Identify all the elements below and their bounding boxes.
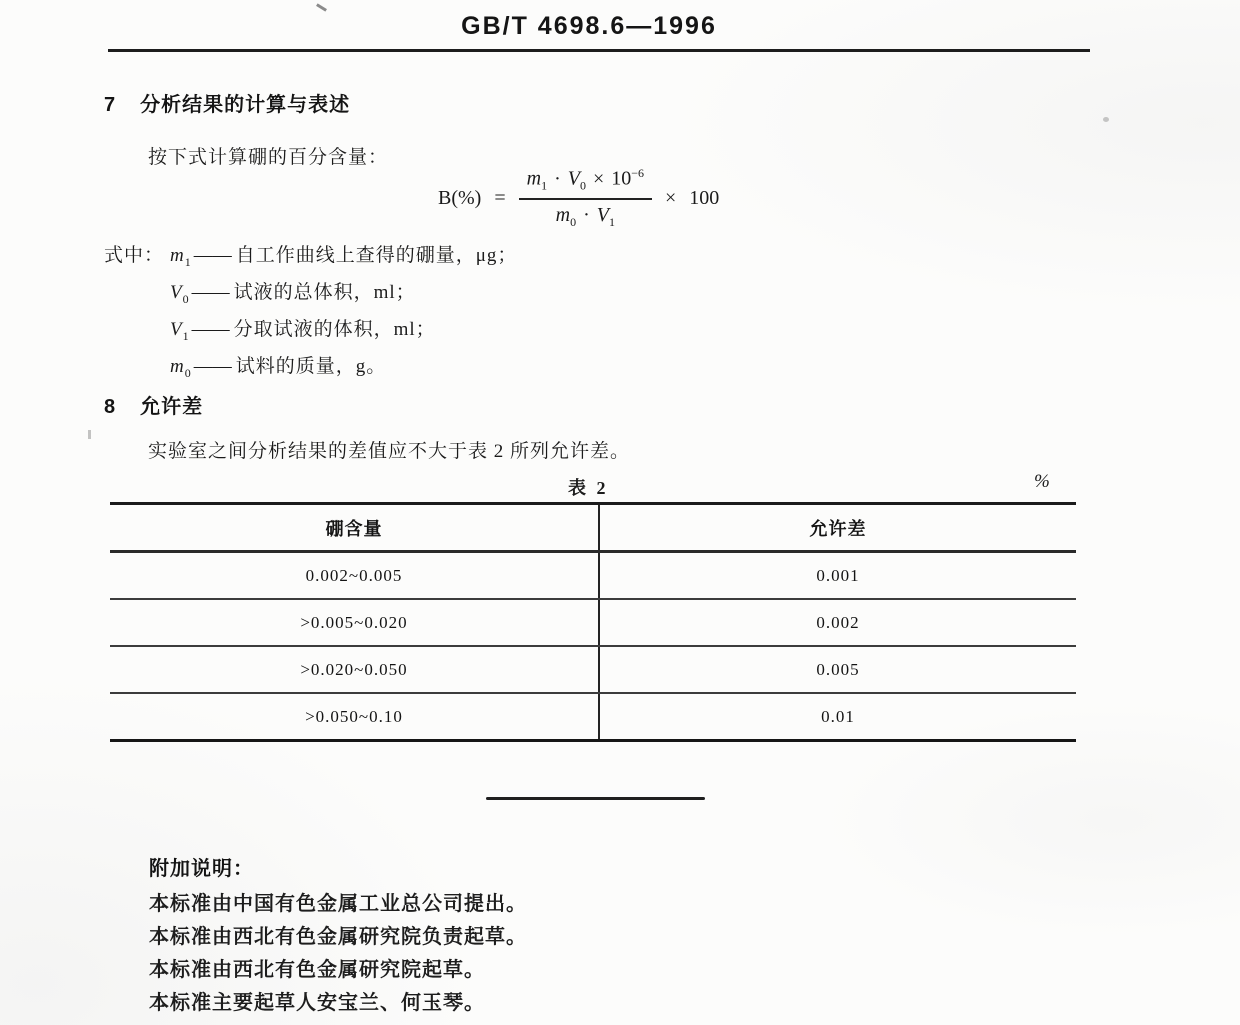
table-unit-percent: % [1034,471,1050,492]
definition-dash: —— [191,282,230,303]
definition-text-m0: 试料的质量，g。 [235,356,387,377]
table-header-row [110,505,1076,553]
definition-dash: —— [191,319,230,340]
denominator-dot: · [583,203,590,226]
numerator-exponent: −6 [631,166,645,181]
definitions-prefix: 式中： [104,245,165,266]
note-chief-drafters: 本标准主要起草人安宝兰、何玉琴。 [149,992,485,1014]
cell-tolerance: 0.002 [816,612,860,632]
definition-dash: —— [193,245,232,266]
table-row [110,600,1076,647]
scan-speck [316,3,327,11]
definition-line-v1 [170,314,436,344]
numerator-m: m [526,167,542,190]
symbol-m1-subscript: 1 [184,254,192,269]
formula-lhs: B(%) [438,186,482,209]
formula-equals: = [494,186,506,209]
symbol-m0: m [170,356,185,377]
note-drafting-responsibility: 本标准由西北有色金属研究院负责起草。 [149,926,527,948]
symbol-m0-subscript: 0 [184,365,192,380]
note-drafted-by: 本标准由西北有色金属研究院起草。 [149,959,485,981]
cell-boron-range: 0.002~0.005 [110,553,600,598]
cell-tolerance: 0.001 [816,565,860,585]
section-7-heading [104,88,350,117]
symbol-m1: m [170,245,185,266]
cell-boron-range: >0.050~0.10 [110,694,600,739]
symbol-v1-subscript: 1 [182,328,190,343]
table-row [110,694,1076,739]
column-header-boron-content: 硼含量 [110,505,600,550]
section-8-title: 允许差 [140,396,204,418]
symbol-v0-subscript: 0 [182,291,190,306]
numerator-m-subscript: 1 [541,178,548,193]
cell-boron-range: >0.020~0.050 [110,647,600,692]
table-caption: 表 2 [568,478,609,498]
scan-speck [1103,117,1109,122]
definition-dash: —— [193,356,232,377]
definition-line-m0 [170,351,386,381]
formula-hundred: 100 [689,186,720,209]
notes-title: 附加说明： [149,858,254,880]
numerator-times: × [592,167,605,190]
definition-text-v0: 试液的总体积，ml； [233,282,416,303]
definition-line-m1 [104,240,517,270]
numerator-v: V [567,167,580,190]
fraction-denominator [556,200,615,230]
cell-tolerance: 0.01 [821,706,855,726]
section-7-number: 7 [104,94,117,116]
numerator-dot: · [554,167,561,190]
document-number: GB/T 4698.6—1996 [461,12,717,40]
denominator-m: m [555,203,571,226]
table-row [110,553,1076,600]
denominator-v-subscript: 1 [608,214,615,229]
section-8-number: 8 [104,396,117,418]
cell-tolerance: 0.005 [816,659,860,679]
cell-boron-range: >0.005~0.020 [110,600,600,645]
definition-text-v1: 分取试液的体积，ml； [233,319,436,340]
denominator-m-subscript: 0 [570,214,577,229]
symbol-v0: V [170,282,183,303]
header-rule [108,49,1090,52]
numerator-base-ten: 10 [611,167,632,190]
end-of-text-divider [486,797,705,800]
definition-text-m1: 自工作曲线上查得的硼量，μg； [235,245,518,266]
denominator-v: V [596,203,609,226]
note-proposed-by: 本标准由中国有色金属工业总公司提出。 [149,893,527,915]
column-header-tolerance: 允许差 [809,518,867,539]
tolerance-table [110,502,1076,742]
definition-line-v0 [170,277,416,307]
scan-speck [88,430,91,439]
boron-percentage-formula [438,166,720,229]
formula-fraction [519,166,652,230]
formula-times-sign: × [665,186,677,209]
numerator-v-subscript: 0 [579,178,586,193]
section-7-title: 分析结果的计算与表述 [140,94,351,116]
tolerance-statement: 实验室之间分析结果的差值应不大于表 2 所列允许差。 [148,441,631,462]
fraction-numerator [519,166,652,200]
symbol-v1: V [170,319,183,340]
formula-intro-text: 按下式计算硼的百分含量： [148,147,389,168]
table-row [110,647,1076,694]
section-8-heading [104,390,203,419]
